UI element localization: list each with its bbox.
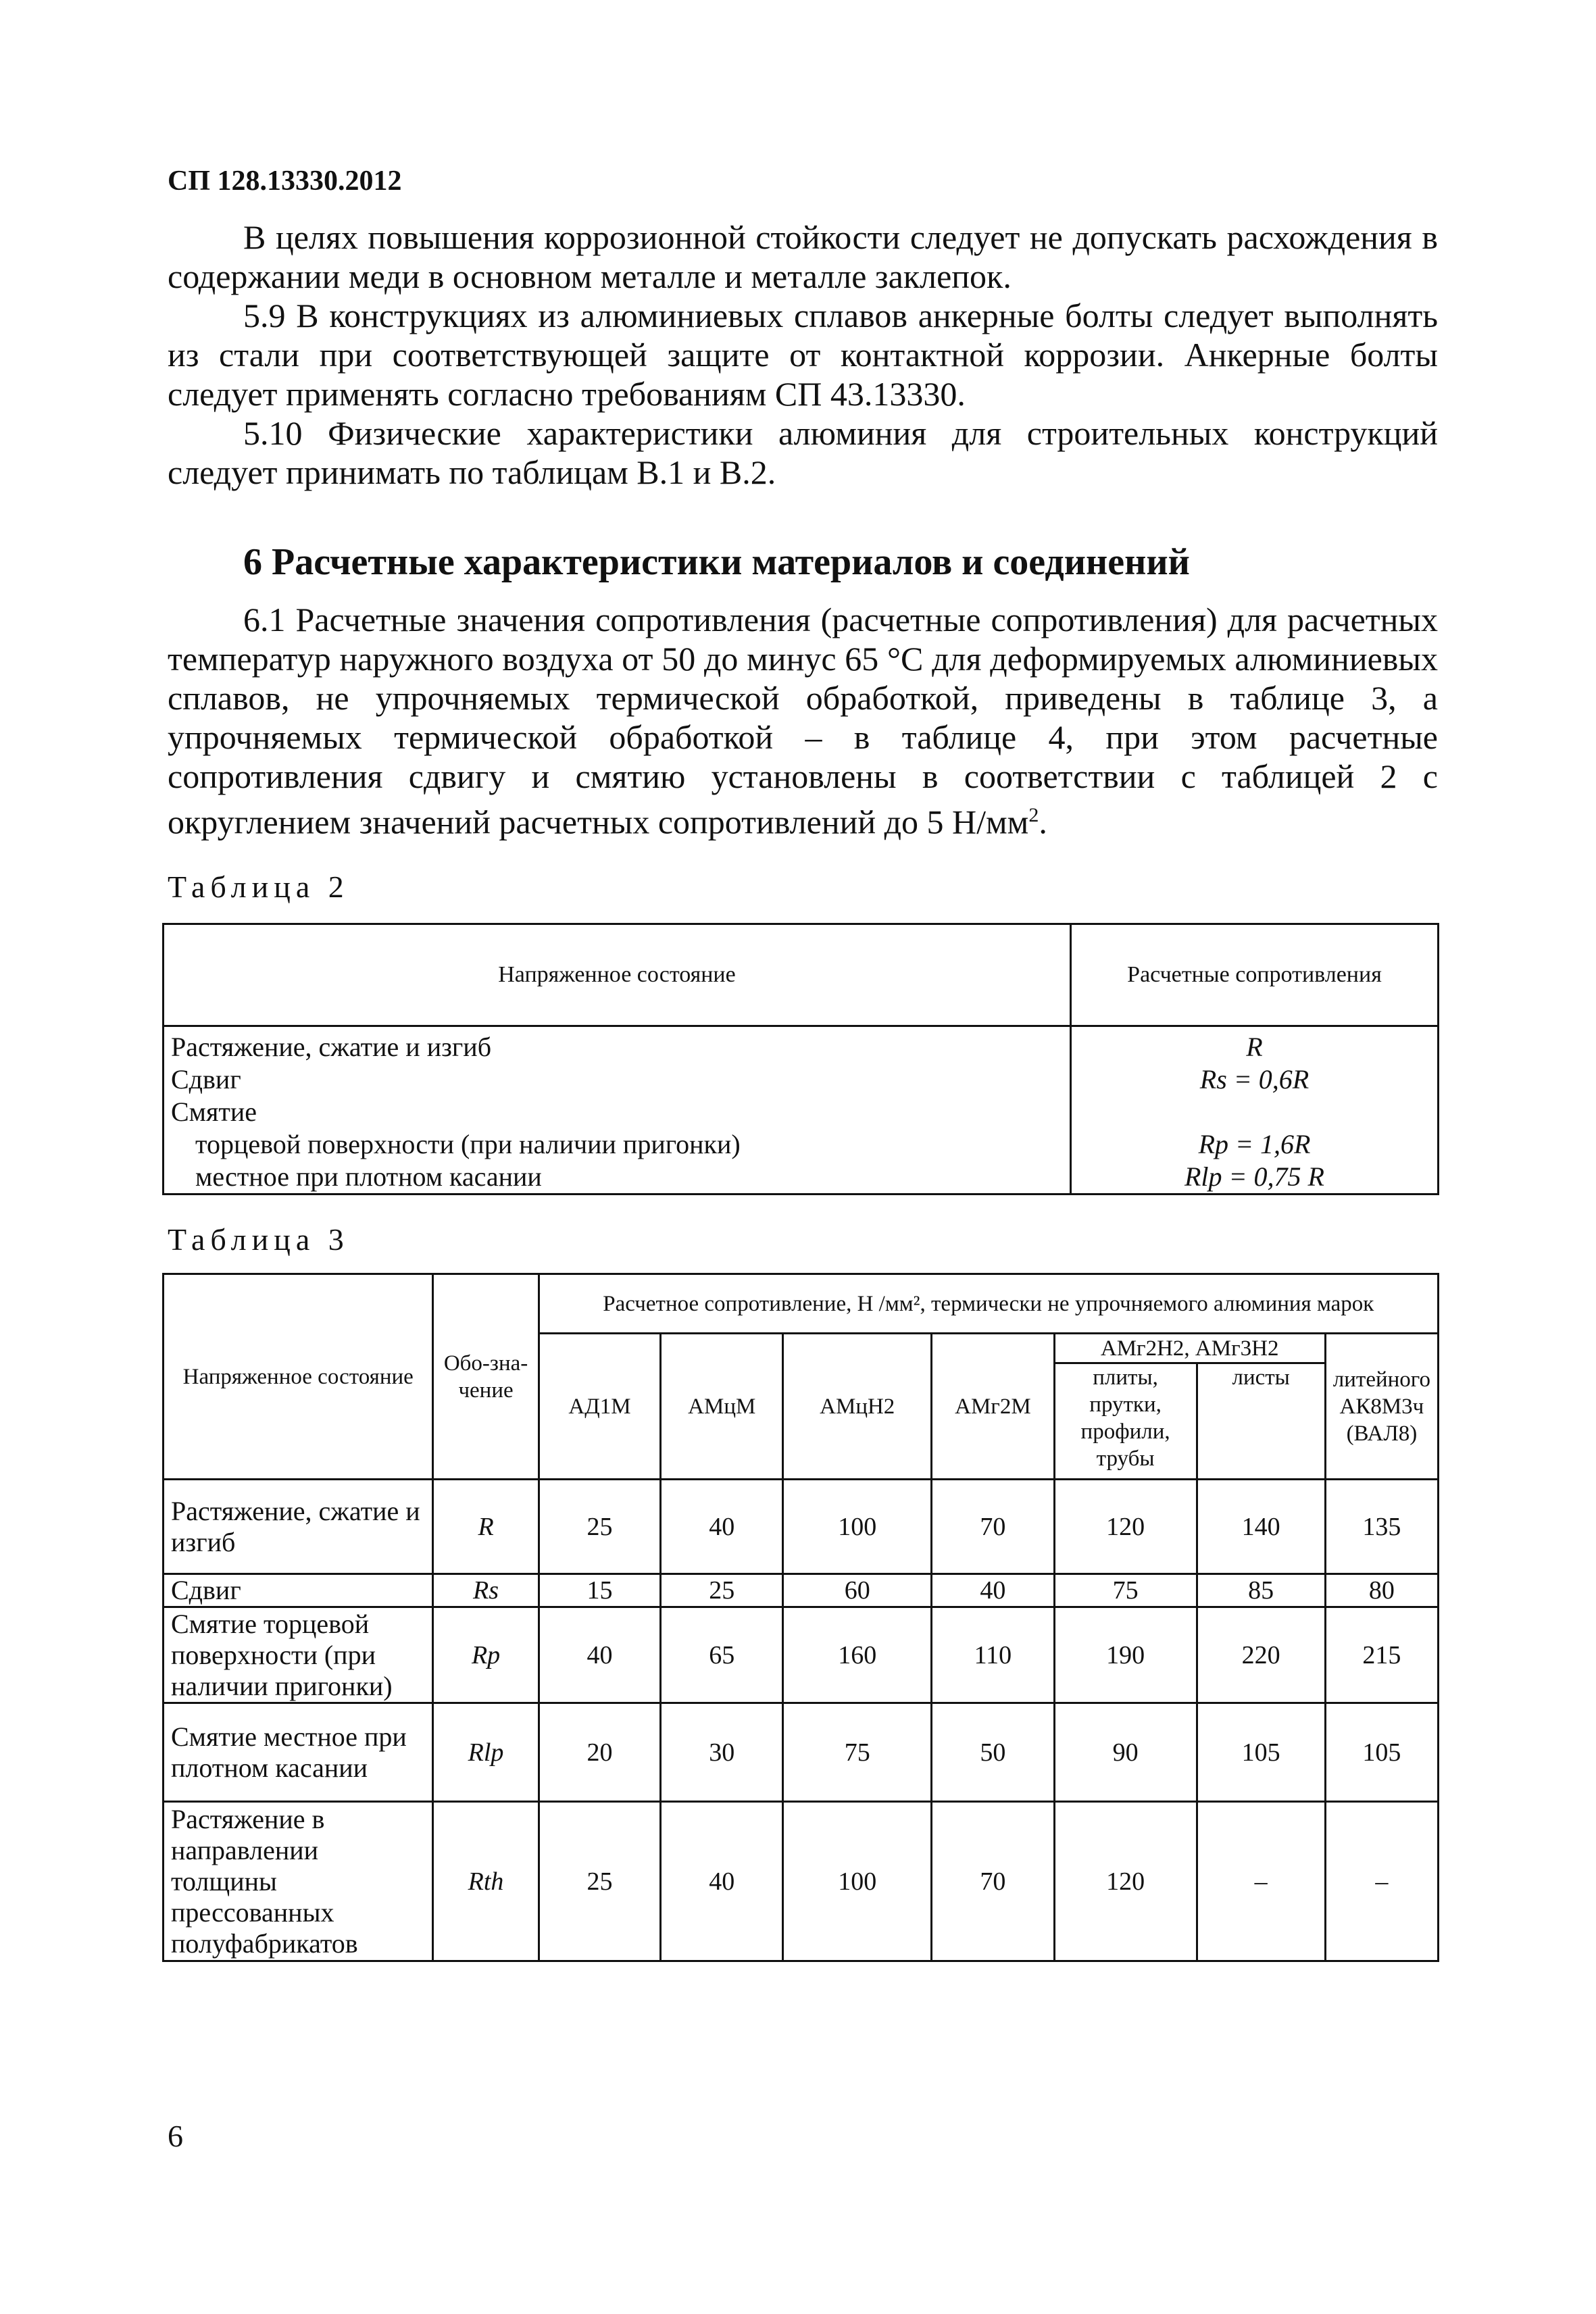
paragraph-6-1 [168, 600, 1438, 842]
section-6-heading: 6 Расчетные характеристики материалов и соединений [243, 541, 1190, 583]
paragraph-6-1-end: . [1039, 803, 1047, 841]
table-2-header-row [164, 924, 1439, 1026]
table-3-head-amg: АМг2Н2, АМг3Н2 [1054, 1334, 1325, 1363]
table-2-state: Смятие [171, 1097, 257, 1127]
paragraph-6-1-text: 6.1 Расчетные значения сопротивления (расчетные сопротивления) для расчетных температур наружного воздуха от 50 до минус 65 °С для деформируемых алюминиевых сплавов, не упрочняемых термической обработкой, приведены в таблице 3, а упрочняемых термической обработкой – в таблице 4, при этом расчетные сопротивления сдвигу и смятию установлены в соответствии с таблицей 2 с округлением значений расчетных сопротивлений до 5 Н/мм [168, 601, 1438, 841]
table-3-cell: 220 [1197, 1607, 1325, 1703]
paragraph-corrosion: В целях повышения коррозионной стойкости следует не допускать расхождения в содержании меди в основном металле и металле заклепок. [168, 218, 1438, 295]
table-3-cell: 20 [539, 1703, 661, 1802]
table-2-value: Rs = 0,6R [1199, 1064, 1310, 1095]
table-row [164, 1802, 1439, 1961]
table-2-value: Rp = 1,6R [1198, 1129, 1311, 1159]
table-3-symbol: R [433, 1480, 539, 1574]
table-2-col-state: Напряженное состояние [164, 924, 1071, 1026]
table-2-value: Rlp = 0,75 R [1184, 1161, 1324, 1192]
table-3-symbol: Rp [433, 1607, 539, 1703]
table-3-head-state: Напряженное состояние [164, 1274, 433, 1480]
table-3-cell: 40 [932, 1574, 1054, 1607]
table-3-state: Растяжение, сжатие и изгиб [164, 1480, 433, 1574]
table-3-cell: 120 [1054, 1480, 1197, 1574]
table-2-values-cell [1071, 1026, 1439, 1194]
table-3-header-row-1 [164, 1274, 1439, 1334]
table-2-value [1078, 1096, 1430, 1128]
table-3-head-col: АМг2М [932, 1334, 1054, 1480]
table-row [164, 1480, 1439, 1574]
table-3-cell: 40 [661, 1802, 783, 1961]
table-3 [162, 1273, 1439, 1962]
table-3-cell: 100 [783, 1802, 932, 1961]
table-3-cell: 80 [1325, 1574, 1438, 1607]
table-2-body-row [164, 1026, 1439, 1194]
paragraph-5-10: 5.10 Физические характеристики алюминия для строительных конструкций следует принимать по таблицам В.1 и В.2. [168, 414, 1438, 491]
table-3-state: Смятие местное при плотном касании [164, 1703, 433, 1802]
table-3-cell: 190 [1054, 1607, 1197, 1703]
table-3-head-col: АД1М [539, 1334, 661, 1480]
table-row [164, 1574, 1439, 1607]
table-3-symbol: Rth [433, 1802, 539, 1961]
table-3-head-col: АМцМ [661, 1334, 783, 1480]
table-3-cell: 140 [1197, 1480, 1325, 1574]
table-2-caption: Таблица 2 [168, 870, 349, 904]
table-3-cell: 215 [1325, 1607, 1438, 1703]
table-3-cell: 110 [932, 1607, 1054, 1703]
table-3-cell: 25 [539, 1480, 661, 1574]
table-3-cell: 160 [783, 1607, 932, 1703]
page-number: 6 [168, 2119, 183, 2153]
table-2-states-cell [164, 1026, 1071, 1194]
table-3-symbol: Rs [433, 1574, 539, 1607]
table-3-cell: 70 [932, 1480, 1054, 1574]
table-2-value: R [1246, 1032, 1263, 1062]
table-3-cell: – [1197, 1802, 1325, 1961]
paragraph-5-9: 5.9 В конструкциях из алюминиевых сплавов анкерные болты следует выполнять из стали при соответствующей защите от контактной коррозии. Анкерные болты следует применять согласно требованиям СП 43.13330. [168, 297, 1438, 413]
table-3-cell: 100 [783, 1480, 932, 1574]
table-3-cell: 25 [661, 1574, 783, 1607]
table-3-cell: 75 [783, 1703, 932, 1802]
table-3-cell: 65 [661, 1607, 783, 1703]
table-3-head-amg-sub: плиты, прутки, профили, трубы [1054, 1363, 1197, 1480]
table-3-cell: 50 [932, 1703, 1054, 1802]
table-3-cell: 60 [783, 1574, 932, 1607]
table-3-head-amg-sub: листы [1197, 1363, 1325, 1480]
table-3-state: Растяжение в направлении толщины прессованных полуфабрикатов [164, 1802, 433, 1961]
table-3-cell: 85 [1197, 1574, 1325, 1607]
table-3-state: Смятие торцевой поверхности (при наличии пригонки) [164, 1607, 433, 1703]
table-3-cell: 105 [1325, 1703, 1438, 1802]
table-3-cell: 30 [661, 1703, 783, 1802]
table-2-state: Сдвиг [171, 1064, 241, 1095]
table-2-col-resistance: Расчетные сопротивления [1071, 924, 1439, 1026]
table-2-state: торцевой поверхности (при наличии пригонки) [195, 1129, 741, 1159]
table-2-state: Растяжение, сжатие и изгиб [171, 1032, 492, 1062]
table-3-cell: 25 [539, 1802, 661, 1961]
table-3-cell: 70 [932, 1802, 1054, 1961]
table-3-symbol: Rlp [433, 1703, 539, 1802]
table-2 [162, 923, 1439, 1195]
table-3-head-group: Расчетное сопротивление, Н /мм², термически не упрочняемого алюминия марок [539, 1274, 1438, 1334]
table-3-cell: 105 [1197, 1703, 1325, 1802]
intro-paragraphs [168, 218, 1438, 492]
table-3-cell: 120 [1054, 1802, 1197, 1961]
table-3-state: Сдвиг [164, 1574, 433, 1607]
table-3-cell: 135 [1325, 1480, 1438, 1574]
table-2-state: местное при плотном касании [195, 1161, 542, 1192]
table-row [164, 1607, 1439, 1703]
table-3-cell: 90 [1054, 1703, 1197, 1802]
section-6-body [168, 600, 1438, 842]
table-3-cell: – [1325, 1802, 1438, 1961]
table-3-head-col: АМцН2 [783, 1334, 932, 1480]
paragraph-6-1-sup: 2 [1028, 804, 1039, 826]
table-3-cell: 15 [539, 1574, 661, 1607]
table-3-cell: 75 [1054, 1574, 1197, 1607]
table-3-head-symbol: Обо-зна-чение [433, 1274, 539, 1480]
document-id: СП 128.13330.2012 [168, 166, 402, 197]
table-3-head-cast: литейного АК8М3ч (ВАЛ8) [1325, 1334, 1438, 1480]
table-3-cell: 40 [539, 1607, 661, 1703]
table-row [164, 1703, 1439, 1802]
table-3-caption: Таблица 3 [168, 1222, 349, 1257]
table-3-cell: 40 [661, 1480, 783, 1574]
